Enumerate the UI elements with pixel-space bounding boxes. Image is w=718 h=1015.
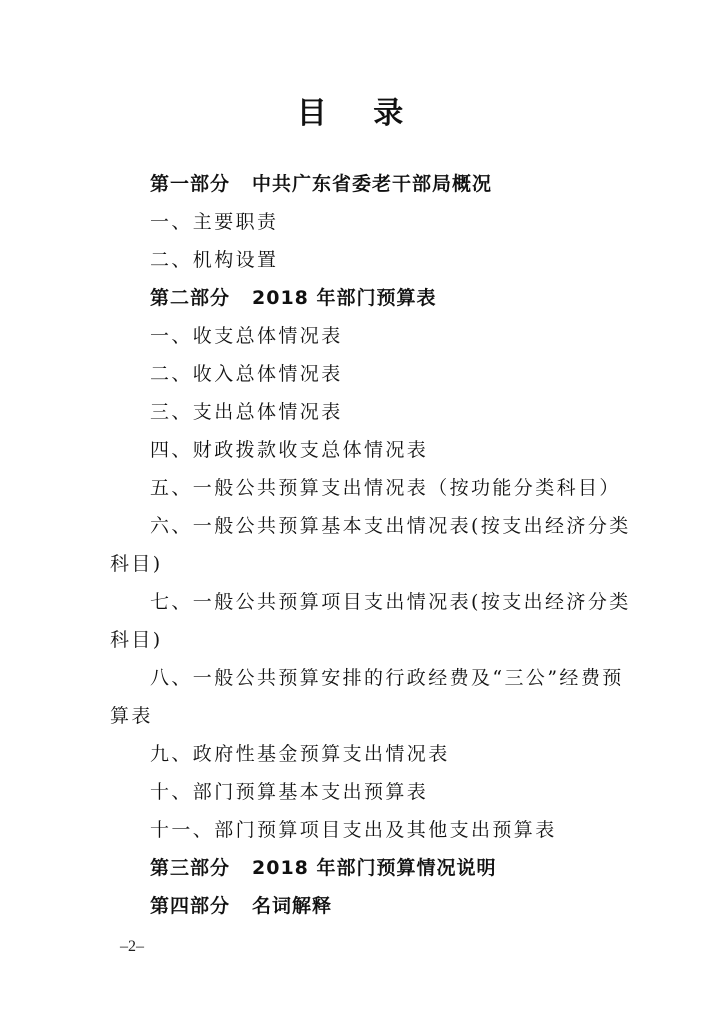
toc-item[interactable]: 六、一般公共预算基本支出情况表(按支出经济分类 xyxy=(150,515,631,537)
toc-part-label: 第二部分 xyxy=(150,287,231,309)
toc-item-continuation[interactable]: 算表 xyxy=(110,705,153,727)
toc-part-title: 2018 年部门预算情况说明 xyxy=(252,857,497,879)
toc-item[interactable]: 七、一般公共预算项目支出情况表(按支出经济分类 xyxy=(150,591,631,613)
toc-part-3[interactable] xyxy=(110,849,610,887)
toc-part-label: 第四部分 xyxy=(150,895,231,917)
toc-item[interactable]: 二、收入总体情况表 xyxy=(150,363,343,385)
toc-item[interactable]: 四、财政拨款收支总体情况表 xyxy=(150,439,429,461)
toc-part-title: 中共广东省委老干部局概况 xyxy=(252,173,493,195)
toc-part-label: 第一部分 xyxy=(150,173,231,195)
toc-item[interactable]: 一、主要职责 xyxy=(150,211,279,233)
toc-part-1[interactable] xyxy=(110,165,610,203)
page-title: 目 录 xyxy=(296,96,422,131)
toc-part-label: 第三部分 xyxy=(150,857,231,879)
toc-item[interactable]: 三、支出总体情况表 xyxy=(150,401,343,423)
toc-part-title: 2018 年部门预算表 xyxy=(252,287,437,309)
toc-item[interactable]: 八、一般公共预算安排的行政经费及“三公”经费预 xyxy=(150,667,624,689)
page-number: –2– xyxy=(120,938,144,955)
toc-item[interactable]: 二、机构设置 xyxy=(150,249,279,271)
toc-item[interactable]: 一、收支总体情况表 xyxy=(150,325,343,347)
toc-part-4[interactable] xyxy=(110,887,610,925)
toc-item-continuation[interactable]: 科目) xyxy=(110,629,163,651)
toc-item[interactable]: 九、政府性基金预算支出情况表 xyxy=(150,743,450,765)
toc-item[interactable]: 十、部门预算基本支出预算表 xyxy=(150,781,429,803)
toc-part-title: 名词解释 xyxy=(252,895,333,917)
toc-item[interactable]: 五、一般公共预算支出情况表（按功能分类科目） xyxy=(150,477,621,499)
toc-item-continuation[interactable]: 科目) xyxy=(110,553,163,575)
toc-item[interactable]: 十一、部门预算项目支出及其他支出预算表 xyxy=(150,819,557,841)
table-of-contents xyxy=(110,165,631,925)
toc-part-2[interactable] xyxy=(110,279,610,317)
